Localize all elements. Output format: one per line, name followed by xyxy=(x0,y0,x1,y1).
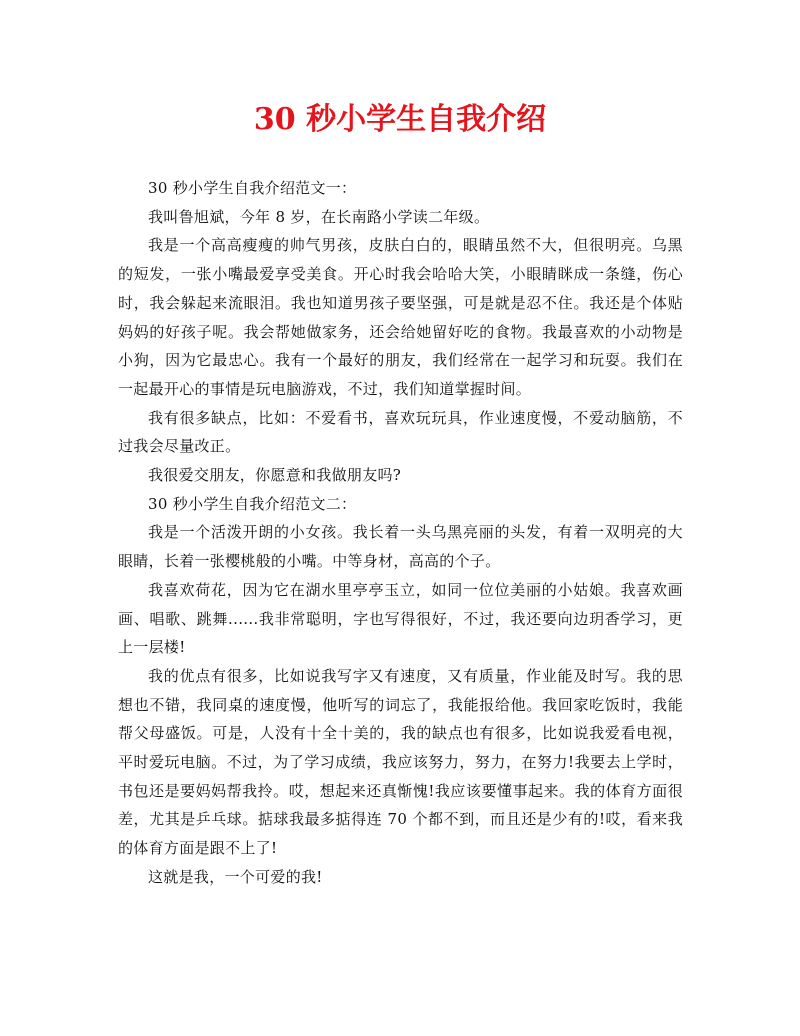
document-body xyxy=(118,174,683,892)
paragraph: 30 秒小学生自我介绍范文二： xyxy=(148,494,357,513)
paragraph: 这就是我，一个可爱的我! xyxy=(148,867,323,886)
document-title: 30 秒小学生自我介绍 xyxy=(253,102,547,137)
paragraph: 我有很多缺点，比如：不爱看书，喜欢玩玩具，作业速度慢，不爱动脑筋，不过我会尽量改正。 xyxy=(118,408,683,456)
paragraph: 我是一个活泼开朗的小女孩。我长着一头乌黑亮丽的头发，有着一双明亮的大眼睛，长着一张樱桃般的小嘴。中等身材，高高的个子。 xyxy=(118,523,683,571)
paragraph: 我叫鲁旭斌，今年 8 岁，在长南路小学读二年级。 xyxy=(148,207,490,226)
paragraph: 我的优点有很多，比如说我写字又有速度，又有质量，作业能及时写。我的思想也不错，我同桌的速度慢，他听写的词忘了，我能报给他。我回家吃饭时，我能帮父母盛饭。可是，人没有十全十美的，我的缺点也有很多，比如说我爱看电视，平时爱玩电脑。不过，为了学习成绩，我应该努力，努力，在努力!我要去上学时，书包还是要妈妈帮我拎。哎，想起来还真惭愧!我应该要懂事起来。我的体育方面很差，尤其是乒乓球。掂球我最多掂得连 70 个都不到，而且还是少有的!哎，看来我的体育方面是跟不上了! xyxy=(118,666,683,858)
paragraph: 我喜欢荷花，因为它在湖水里亭亭玉立，如同一位位美丽的小姑娘。我喜欢画画、唱歌、跳舞......我非常聪明，字也写得很好，不过，我还要向边玥香学习，更上一层楼! xyxy=(118,580,683,657)
paragraph: 我很爱交朋友，你愿意和我做朋友吗? xyxy=(148,466,402,485)
paragraph: 我是一个高高瘦瘦的帅气男孩，皮肤白白的，眼睛虽然不大，但很明亮。乌黑的短发，一张小嘴最爱享受美食。开心时我会哈哈大笑，小眼睛眯成一条缝，伤心时，我会躲起来流眼泪。我也知道男孩子要坚强，可是就是忍不住。我还是个体贴妈妈的好孩子呢。我会帮她做家务，还会给她留好吃的食物。我最喜欢的小动物是小狗，因为它最忠心。我有一个最好的朋友，我们经常在一起学习和玩耍。我们在一起最开心的事情是玩电脑游戏，不过，我们知道掌握时间。 xyxy=(118,236,683,398)
paragraph: 30 秒小学生自我介绍范文一： xyxy=(148,179,357,197)
